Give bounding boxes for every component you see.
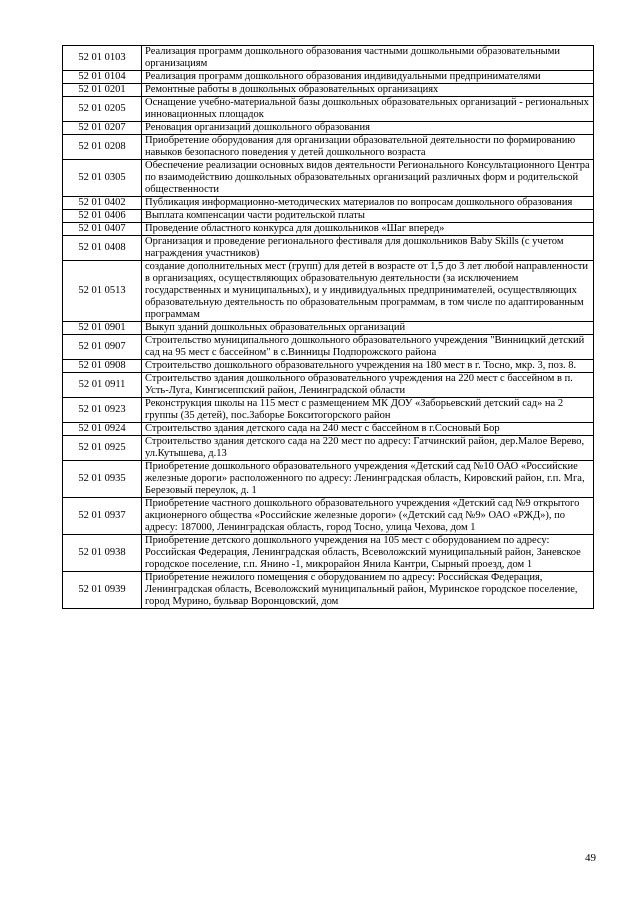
budget-codes-table	[62, 45, 594, 609]
row-description: Строительство здания детского сада на 220 мест по адресу: Гатчинский район, дер.Малое Верево, ул.Кутышева, д.13	[142, 436, 594, 461]
row-description: Проведение областного конкурса для дошкольников «Шаг вперед»	[142, 223, 594, 236]
table-row	[63, 498, 594, 535]
row-description: Приобретение оборудования для организации образовательной деятельности по формированию навыков безопасного поведения у детей дошкольного возраста	[142, 135, 594, 160]
row-description: Реализация программ дошкольного образования индивидуальными предпринимателями	[142, 71, 594, 84]
row-description: Ремонтные работы в дошкольных образовательных организациях	[142, 84, 594, 97]
row-description: Оснащение учебно-материальной базы дошкольных образовательных организаций - региональных инновационных площадок	[142, 97, 594, 122]
row-description: Строительство здания детского сада на 240 мест с бассейном в г.Сосновый Бор	[142, 423, 594, 436]
table-row	[63, 97, 594, 122]
table-row	[63, 335, 594, 360]
table-row	[63, 423, 594, 436]
table-row	[63, 210, 594, 223]
row-code: 52 01 0402	[63, 197, 142, 210]
row-code: 52 01 0208	[63, 135, 142, 160]
table-row	[63, 135, 594, 160]
table-row	[63, 461, 594, 498]
page-number: 49	[585, 852, 596, 864]
table-row	[63, 261, 594, 322]
table-row	[63, 373, 594, 398]
table-row	[63, 160, 594, 197]
table-row	[63, 197, 594, 210]
table-row	[63, 436, 594, 461]
table-row	[63, 122, 594, 135]
row-code: 52 01 0103	[63, 46, 142, 71]
table-row	[63, 71, 594, 84]
row-description: Приобретение детского дошкольного учреждения на 105 мест с оборудованием по адресу: Российская Федерация, Ленинградская область, Всеволожский муниципальный район, Заневское городское поселение, г.п. Янино -1, микрорайон Янила Кантри, Сырный проезд, дом 1	[142, 535, 594, 572]
table-row	[63, 535, 594, 572]
table-row	[63, 84, 594, 97]
row-description: Обеспечение реализации основных видов деятельности Регионального Консультационного Центра по взаимодействию дошкольных образовательных организаций различных форм и родительской общественности	[142, 160, 594, 197]
row-description: создание дополнительных мест (групп) для детей в возрасте от 1,5 до 3 лет любой направленности в организациях, осуществляющих образовательную деятельности (за исключением государственных и муниципальных), и у индивидуальных предпринимателей, осуществляющих образовательную деятельность по образовательным программам, в том числе по адаптированным программам	[142, 261, 594, 322]
row-code: 52 01 0938	[63, 535, 142, 572]
row-description: Строительство здания дошкольного образовательного учреждения на 220 мест с бассейном в п. Усть-Луга, Кингисеппский район, Ленинградской области	[142, 373, 594, 398]
row-description: Реновация организаций дошкольного образования	[142, 122, 594, 135]
table-row	[63, 46, 594, 71]
table-row	[63, 398, 594, 423]
row-code: 52 01 0901	[63, 322, 142, 335]
table-row	[63, 572, 594, 609]
row-description: Реализация программ дошкольного образования частными дошкольными образовательными организациям	[142, 46, 594, 71]
row-code: 52 01 0907	[63, 335, 142, 360]
row-code: 52 01 0908	[63, 360, 142, 373]
row-code: 52 01 0911	[63, 373, 142, 398]
row-description: Выкуп зданий дошкольных образовательных организаций	[142, 322, 594, 335]
table-row	[63, 223, 594, 236]
row-description: Строительство дошкольного образовательного учреждения на 180 мест в г. Тосно, мкр. 3, поз. 8.	[142, 360, 594, 373]
row-description: Приобретение дошкольного образовательного учреждения «Детский сад №10 ОАО «Российские железные дороги» расположенного по адресу: Ленинградская область, Кировский район, г.п. Мга, Березовый переулок, д. 1	[142, 461, 594, 498]
row-code: 52 01 0408	[63, 236, 142, 261]
table-row	[63, 236, 594, 261]
table-row	[63, 322, 594, 335]
row-code: 52 01 0104	[63, 71, 142, 84]
row-description: Публикация информационно-методических материалов по вопросам дошкольного образования	[142, 197, 594, 210]
row-description: Приобретение частного дошкольного образовательного учреждения «Детский сад №9 открытого акционерного общества «Российские железные дороги» («Детский сад №9» ОАО «РЖД»), по адресу: 187000, Ленинградская область, город Тосно, улица Чехова, дом 1	[142, 498, 594, 535]
row-code: 52 01 0939	[63, 572, 142, 609]
row-code: 52 01 0925	[63, 436, 142, 461]
row-code: 52 01 0406	[63, 210, 142, 223]
row-code: 52 01 0201	[63, 84, 142, 97]
row-code: 52 01 0923	[63, 398, 142, 423]
table-body	[63, 46, 594, 609]
row-description: Приобретение нежилого помещения с оборудованием по адресу: Российская Федерация, Ленинградская область, Всеволожский муниципальный район, Муринское городское поселение, город Мурино, бульвар Воронцовский, дом	[142, 572, 594, 609]
row-code: 52 01 0407	[63, 223, 142, 236]
row-description: Организация и проведение регионального фестиваля для дошкольников Baby Skills (с учетом награждения участников)	[142, 236, 594, 261]
row-code: 52 01 0305	[63, 160, 142, 197]
row-description: Реконструкция школы на 115 мест с размещением МК ДОУ «Заборьевский детский сад» на 2 группы (35 детей), пос.Заборье Бокситогорского район	[142, 398, 594, 423]
table-row	[63, 360, 594, 373]
row-description: Строительство муниципального дошкольного образовательного учреждения "Винницкий детский сад на 95 мест с бассейном" в с.Винницы Подпорожского района	[142, 335, 594, 360]
row-code: 52 01 0935	[63, 461, 142, 498]
row-description: Выплата компенсации части родительской платы	[142, 210, 594, 223]
row-code: 52 01 0924	[63, 423, 142, 436]
row-code: 52 01 0205	[63, 97, 142, 122]
row-code: 52 01 0207	[63, 122, 142, 135]
row-code: 52 01 0513	[63, 261, 142, 322]
row-code: 52 01 0937	[63, 498, 142, 535]
